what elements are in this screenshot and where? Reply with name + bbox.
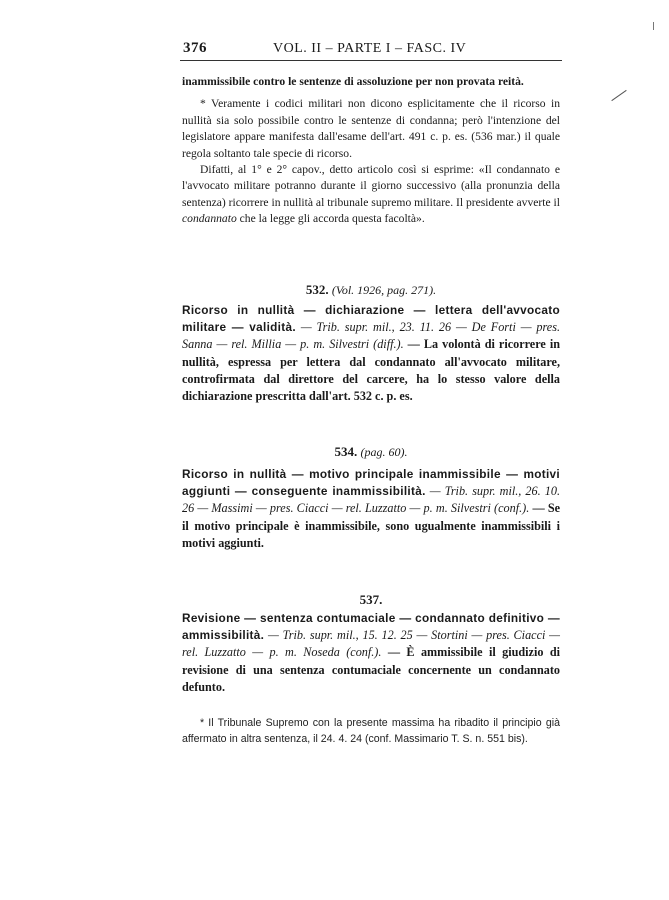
massima-532 bbox=[182, 302, 560, 405]
note-paragraph: * Veramente i codici militari non dicono esplicitamente che il ricorso in nullità sia solo possibile contro le sentenze di condanna; però l'intenzione del legislatore appare manifesta dall'esame dell'art. 491 c. p. es. (536 mar.) il quale regola soltanto tale specie di ricorso. bbox=[182, 97, 560, 160]
header-rule bbox=[180, 60, 562, 61]
massima-lead: Ricorso in nullità — motivo principale inammissibile — motivi aggiunti — conseguente inammissibilità. bbox=[182, 467, 560, 499]
note-paragraph-2 bbox=[182, 162, 560, 228]
massima-lead: Revisione — sentenza contumaciale — condannato definitivo — ammissibilità. bbox=[182, 611, 560, 643]
massima-number: 537. bbox=[359, 592, 383, 607]
massima-ref: (pag. 60). bbox=[360, 445, 408, 459]
footnote: * Il Tribunale Supremo con la presente massima ha ribadito il principio già affermato in altra sentenza, il 24. 4. 24 (conf. Massimario T. S. n. 551 bis). bbox=[182, 717, 560, 745]
page-number: 376 bbox=[183, 40, 207, 56]
continuation-block bbox=[182, 74, 560, 228]
massima-537-heading bbox=[182, 592, 560, 608]
massima-534-heading bbox=[182, 444, 560, 460]
massima-citation: — Trib. supr. mil., 15. 12. 25 — Stortini — pres. Ciacci — rel. Luzzatto — p. m. Noseda (conf.). bbox=[182, 628, 561, 660]
massima-body: — Se il motivo principale è inammissibile, sono ugualmente inammissibili i motivi aggiunti. bbox=[182, 501, 560, 550]
massima-532-heading bbox=[182, 282, 560, 298]
massima-lead: Ricorso in nullità — dichiarazione — lettera dell'avvocato militare — validità. bbox=[182, 303, 560, 335]
margin-mark bbox=[611, 90, 626, 101]
massima-537 bbox=[182, 610, 560, 696]
massima-citation: — Trib. supr. mil., 23. 11. 26 — De Forti — pres. Sanna — rel. Millia — p. m. Silvestri (diff.). bbox=[182, 320, 561, 352]
massima-number: 532. bbox=[305, 282, 329, 297]
massima-body: — La volontà di ricorrere in nullità, espressa per lettera dal condannato all'avvocato militare, controfirmata dal direttore del carcere, ha lo stesso valore della dichiarazione prescritta dall'art. 532 c. p. es. bbox=[182, 337, 560, 404]
corner-mark bbox=[653, 22, 654, 30]
massima-number: 534. bbox=[334, 444, 358, 459]
massima-ref: (Vol. 1926, pag. 271). bbox=[331, 283, 437, 297]
massima-534 bbox=[182, 466, 560, 552]
note2-italic: condannato bbox=[182, 212, 237, 226]
continuation-text: inammissibile contro le sentenze di assoluzione per non provata reità. bbox=[182, 75, 524, 88]
massima-body: — È ammissibile il giudizio di revisione di una sentenza contumaciale concernente un condannato defunto. bbox=[182, 645, 560, 694]
note2-end: che la legge gli accorda questa facoltà». bbox=[239, 212, 425, 226]
note2-text: Difatti, al 1° e 2° capov., detto articolo così si esprime: «Il condannato e l'avvocato militare potranno durante il giorno successivo (alla pronunzia della sentenza) ricorrere in nullità al tribunale supremo militare. Il presidente avverte il bbox=[182, 163, 560, 209]
massima-citation: — Trib. supr. mil., 26. 10. 26 — Massimi — pres. Ciacci — rel. Luzzatto — p. m. Silvestri (conf.). bbox=[182, 484, 561, 516]
running-head: VOL. II – PARTE I – FASC. IV bbox=[273, 41, 467, 56]
